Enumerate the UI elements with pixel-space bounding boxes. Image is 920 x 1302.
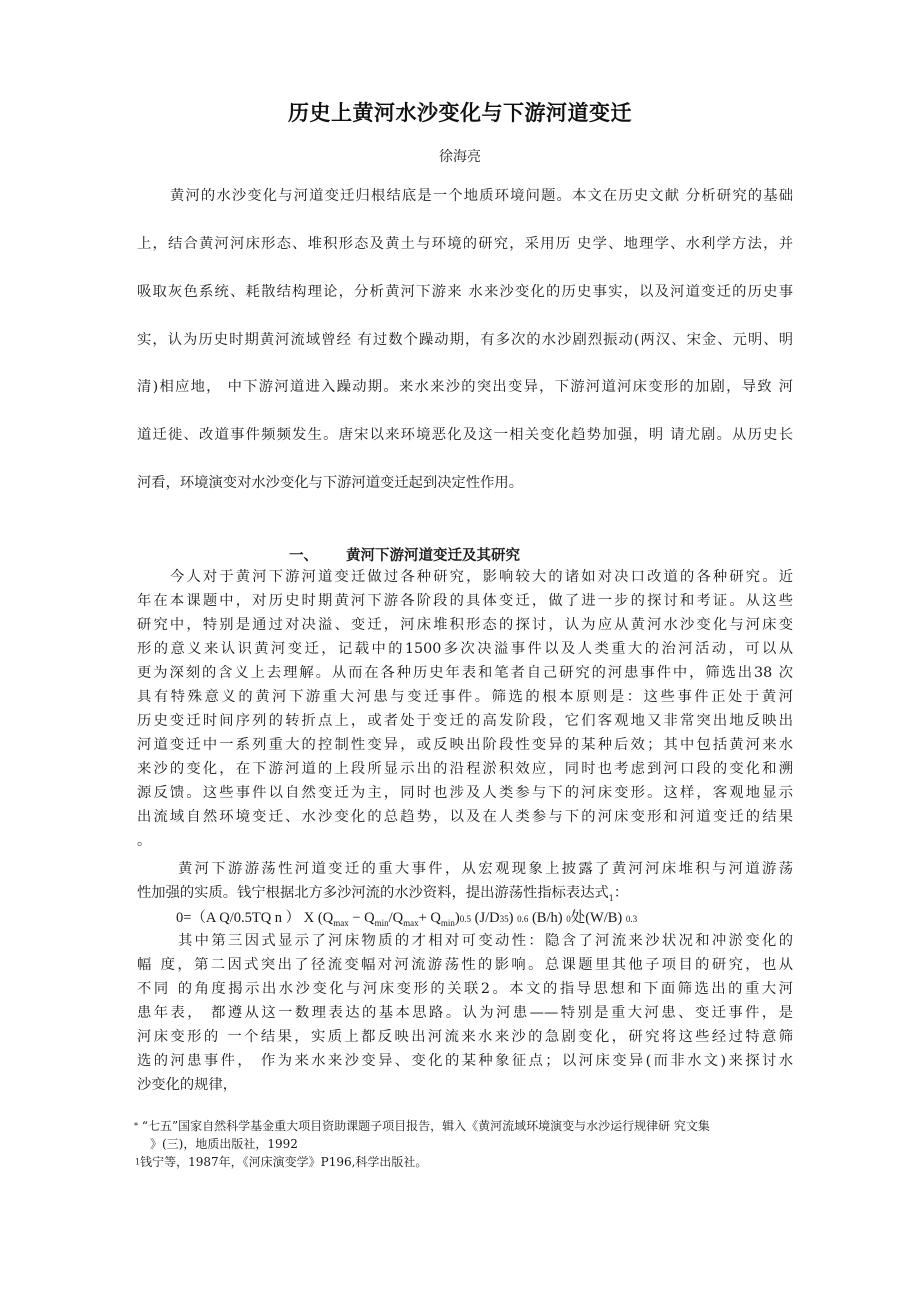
paragraph-line: 今人对于黄河下游河道变迁做过各种研究，影响较大的诸如对决口改道的各种研究。近	[170, 569, 793, 585]
paragraph-line: 河床变形的 一个结果，实质上都反映出河流来水来沙的急剧变化，研究将这些经过特意筛	[137, 1029, 793, 1045]
author: 徐海亮	[439, 149, 481, 165]
paragraph-line: 形的意义来认识黄河变迁，记载中的1500多次决溢事件以及人类重大的治河活动，可以从	[137, 641, 793, 657]
paragraph-text: ：	[613, 885, 629, 901]
footnote-1	[134, 1118, 710, 1135]
footnote-ref: 1	[608, 893, 614, 903]
formula-part: /Q	[388, 910, 404, 926]
footnote-text: “七五”国家自然科学基金重大项目资助课题子项目报告，辑入《黄河流域环境演变与水沙运行规律研 究文集	[141, 1119, 710, 1133]
abstract-line: 上，结合黄河河床形态、堆积形态及黄土与环境的研究，采用历 史学、地理学、水利学方法，并	[137, 236, 793, 252]
abstract-line: 清)相应地， 中下游河道进入躁动期。来水来沙的突出变异，下游河道河床变形的加剧，导致 河	[137, 379, 793, 395]
footnote-mark: 1	[135, 1157, 141, 1167]
formula-part: )	[454, 910, 460, 926]
formula-part: − Q	[348, 910, 375, 926]
formula-exponent: 0.3	[625, 914, 638, 924]
paragraph-line: 。	[137, 833, 152, 849]
section-heading	[289, 544, 520, 565]
formula-exponent: 0	[566, 914, 571, 924]
paragraph-text: 性加强的实质。钱宁根据北方多沙河流的水沙资料，提出游荡性指标表达式	[137, 885, 609, 901]
formula-part: (J/D	[471, 910, 500, 926]
paragraph-line: 更为深刻的含义上去理解。从而在各种历史年表和笔者自己研究的河患事件中，筛选出38 次	[137, 665, 793, 681]
paper-title: 历史上黄河水沙变化与下游河道变迁	[288, 101, 632, 125]
formula-sub: min	[440, 917, 455, 928]
formula-part: (B/h)	[528, 910, 567, 926]
abstract-line: 吸取灰色系统、耗散结构理论，分析黄河下游来 水来沙变化的历史事实，以及河道变迁的历史事	[137, 284, 793, 300]
formula-sub: max	[403, 917, 419, 928]
formula-part: )	[508, 910, 518, 926]
section-number: 一、	[289, 548, 318, 564]
paragraph-line: 其中第三因式显示了河床物质的才相对可变动性：隐含了河流来沙状况和冲淤变化的	[178, 933, 793, 949]
formula-exponent: 0.5	[459, 914, 472, 924]
footnote-mark: *	[134, 1121, 138, 1131]
formula-sub: 35	[499, 914, 509, 924]
abstract-line: 道迁徙、改道事件频频发生。唐宋以来环境恶化及这一相关变化趋势加强，明 请尤剧。从历史长	[137, 427, 793, 443]
formula-sub: min	[374, 917, 389, 928]
formula-part: 处(W/B)	[570, 910, 626, 926]
abstract-line: 实，认为历史时期黄河流域曾经 有过数个躁动期，有多次的水沙剧烈振动(两汉、宋金、元明、明	[137, 332, 793, 348]
paragraph-line	[137, 883, 793, 903]
footnote-1-continued: 》(三)，地质出版社，1992	[150, 1137, 298, 1151]
section-title: 黄河下游河道变迁及其研究	[346, 548, 520, 564]
paragraph-line: 沙变化的规律，	[137, 1077, 238, 1093]
abstract-line: 河看，环境演变对水沙变化与下游河道变迁起到决定性作用。	[137, 475, 524, 491]
formula-part: + Q	[418, 910, 441, 926]
formula	[176, 906, 637, 928]
formula-part: 0=（A Q/0.5TQ n ） X (Q	[176, 910, 334, 926]
paragraph-line: 不同 的角度揭示出水沙变化与河床变形的关联2。本文的指导思想和下面筛选出的重大河	[137, 981, 793, 997]
paragraph-line: 来沙的变化，在下游河道的上段所显示出的沿程淤积效应，同时也考虑到河口段的变化和溯	[137, 761, 793, 777]
paragraph-line: 黄河下游游荡性河道变迁的重大事件，从宏观现象上披露了黄河河床堆积与河道游荡	[178, 861, 793, 877]
paragraph-line: 出流域自然环境变迁、水沙变化的总趋势，以及在人类参与下的河床变形和河道变迁的结果	[137, 809, 793, 825]
formula-exponent: 0.6	[517, 914, 529, 924]
formula-sub: max	[333, 917, 349, 928]
paragraph-line: 患年表， 都遵从这一数理表达的基本思路。认为河患——特别是重大河患、变迁事件，是	[137, 1005, 793, 1021]
footnote-2	[135, 1154, 427, 1171]
paragraph-line: 研究中，特别是通过对决溢、变迁，河床堆积形态的探讨，认为应从黄河水沙变化与河床变	[137, 617, 793, 633]
footnote-text: 钱宁等，1987年，《河床演变学》P196,科学出版社。	[140, 1155, 428, 1169]
paragraph-line: 河道变迁中一系列重大的控制性变异，或反映出阶段性变异的某种后效；其中包括黄河来水	[137, 737, 793, 753]
paragraph-line: 源反馈。这些事件以自然变迁为主，同时也涉及人类参与下的河床变形。这样，客观地显示	[137, 785, 793, 801]
paragraph-line: 年在本课题中，对历史时期黄河下游各阶段的具体变迁，做了进一步的探讨和考证。从这些	[137, 593, 793, 609]
paragraph-line: 历史变迁时间序列的转折点上，或者处于变迁的高发阶段，它们客观地又非常突出地反映出	[137, 713, 793, 729]
abstract-line: 黄河的水沙变化与河道变迁归根结底是一个地质环境问题。本文在历史文献 分析研究的基础	[170, 188, 793, 204]
paragraph-line: 选的河患事件， 作为来水来沙变异、变化的某种象征点；以河床变异(而非水文)来探讨水	[137, 1053, 793, 1069]
paragraph-line: 幅 度，第二因式突出了径流变幅对河流游荡性的影响。总课题里其他子项目的研究，也从	[137, 957, 793, 973]
paragraph-line: 具有特殊意义的黄河下游重大河患与变迁事件。筛选的根本原则是：这些事件正处于黄河	[137, 689, 793, 705]
